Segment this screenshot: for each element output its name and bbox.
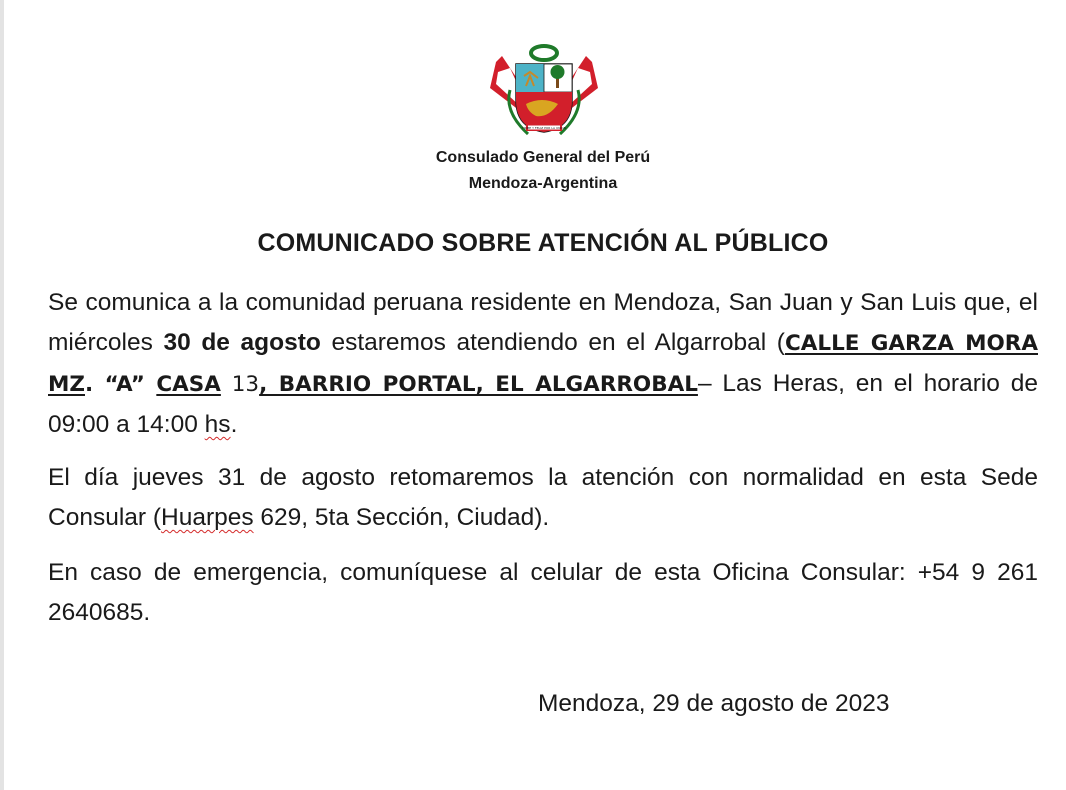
paragraph-schedule — [48, 283, 1038, 445]
p1-text-2: estaremos atendiendo en el Algarrobal ( — [320, 329, 785, 356]
svg-text:FIRME Y FELIZ POR LA UNION: FIRME Y FELIZ POR LA UNION — [522, 126, 566, 131]
address-part-2: CASA — [156, 372, 221, 397]
huarpes-word: Huarpes — [161, 504, 254, 531]
paragraph-resume — [48, 458, 1038, 538]
hs-abbrev: hs — [204, 411, 231, 438]
address-separator-2: 13 — [220, 372, 260, 397]
notice-title: COMUNICADO SOBRE ATENCIÓN AL PÚBLICO — [257, 229, 829, 257]
p1-text-3: – Las Heras, en el horario de 09:00 a 14:00 — [48, 370, 1038, 438]
page-edge — [0, 0, 4, 790]
address-part-3: , BARRIO PORTAL, EL ALGARROBAL — [259, 372, 698, 397]
p1-text-1: Se comunica a la comunidad peruana residente en Mendoza, San Juan y San Luis que, el miércoles — [48, 289, 1038, 356]
paragraph-emergency: En caso de emergencia, comuníquese al celular de esta Oficina Consular: +54 9 261 2640685. — [48, 559, 1038, 626]
consulate-name: Consulado General del Perú — [435, 149, 651, 166]
address-separator-1: . “A” — [85, 372, 157, 397]
coat-of-arms-emblem — [484, 42, 604, 142]
p2-text-1: El día jueves 31 de agosto retomaremos la atención con normalidad en esta Sede Consular ( — [48, 464, 1038, 531]
date-bold: 30 de agosto — [163, 329, 321, 356]
consulate-city: Mendoza-Argentina — [468, 175, 618, 192]
p1-text-4: . — [230, 411, 238, 438]
address-part-1: CALLE GARZA MORA MZ — [48, 331, 1038, 397]
signoff-date: Mendoza, 29 de agosto de 2023 — [538, 690, 890, 717]
p2-text-2: 629, 5ta Sección, Ciudad). — [253, 504, 550, 531]
